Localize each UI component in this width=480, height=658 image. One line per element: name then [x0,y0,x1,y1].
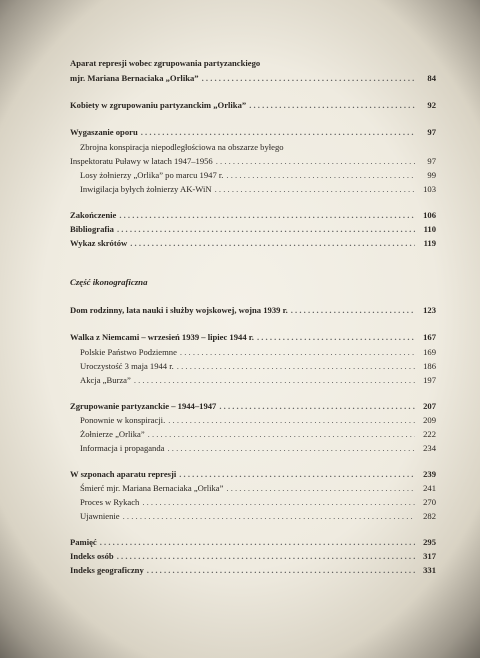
toc-page-number: 295 [423,537,436,547]
toc-entry-title: Indeks geograficzny [70,565,144,575]
dot-leader [226,481,415,495]
toc-subentry-title: Polskie Państwo Podziemne [80,347,177,357]
dot-leader [130,236,415,250]
toc-subentry [80,427,436,441]
dot-leader [141,125,415,139]
toc-page-number: 92 [427,100,436,110]
toc-subentry-title: Ujawnienie [80,511,120,521]
toc-entry [70,303,436,317]
toc-subentry [80,495,436,509]
toc-page-number: 97 [427,127,436,137]
toc-subentry [80,413,436,427]
dot-leader [147,563,415,577]
toc-entry [70,563,436,577]
toc-entry-title: Wygaszanie oporu [70,127,138,137]
toc-page-number: 119 [423,238,436,248]
toc-page-number: 331 [423,565,436,575]
toc-entry [70,330,436,344]
dot-leader [123,509,415,523]
toc-subentry [80,168,436,182]
toc-entry [70,535,436,549]
dot-leader [148,427,415,441]
toc-entry-title: W szponach aparatu represji [70,469,177,479]
toc-page-number: 123 [423,305,436,315]
dot-leader [168,413,415,427]
toc-subentry [80,345,436,359]
toc-subentry-title: Inspektoratu Puławy w latach 1947–1956 [70,156,213,166]
dot-leader [216,154,415,168]
toc-page-number: 106 [423,210,436,220]
section-heading: Część ikonograficzna [70,277,148,287]
dot-leader [215,182,415,196]
toc-entry-title: Aparat represji wobec zgrupowania partyzanckiego [70,58,261,68]
toc-entry [70,71,436,85]
toc-entry-title: Kobiety w zgrupowaniu partyzanckim „Orlika” [70,100,247,110]
toc-page-number: 169 [423,347,436,357]
toc-subentry-title: Zbrojna konspiracja niepodległościowa na obszarze byłego [80,142,284,152]
toc-entry-title: Pamięć [70,537,97,547]
toc-page-number: 317 [423,551,436,561]
toc-page-number: 110 [423,224,436,234]
toc-entry [70,236,436,250]
toc-subentry [70,154,436,168]
toc-page-number: 84 [427,73,436,83]
toc-subentry-title: Żołnierze „Orlika” [80,429,145,439]
toc-page-number: 270 [423,497,436,507]
toc-page-number: 222 [423,429,436,439]
toc-subentry-title: Uroczystość 3 maja 1944 r. [80,361,174,371]
toc-page-number: 282 [423,511,436,521]
dot-leader [226,168,415,182]
toc-entry-title: Wykaz skrótów [70,238,128,248]
toc-entry-title: mjr. Mariana Bernaciaka „Orlika” [70,73,199,83]
dot-leader [134,373,415,387]
toc-page-number: 99 [427,170,436,180]
toc-subentry [80,441,436,455]
toc-subentry-title: Informacja i propaganda [80,443,165,453]
toc-entry [70,98,436,112]
toc-page-number: 103 [423,184,436,194]
dot-leader [100,535,415,549]
toc-entry-title: Walka z Niemcami – wrzesień 1939 – lipiec 1944 r. [70,332,254,342]
toc-entry [70,125,436,139]
toc-entry [70,208,436,222]
toc-entry-title: Indeks osób [70,551,114,561]
toc-page-number: 209 [423,415,436,425]
toc-entry-title: Zgrupowanie partyzanckie – 1944–1947 [70,401,217,411]
toc-page-number: 186 [423,361,436,371]
toc-subentry-title: Proces w Rykach [80,497,140,507]
toc-page-number: 97 [427,156,436,166]
toc-subentry [80,509,436,523]
dot-leader [249,98,415,112]
toc-subentry-title: Inwigilacja byłych żołnierzy AK-WiN [80,184,212,194]
toc-entry [70,399,436,413]
toc-subentry [80,481,436,495]
dot-leader [202,71,415,85]
toc-page-number: 197 [423,375,436,385]
toc-entry-title: Zakończenie [70,210,117,220]
toc-page-number: 207 [423,401,436,411]
toc-page-number: 241 [423,483,436,493]
toc-page-number: 234 [423,443,436,453]
dot-leader [119,208,415,222]
toc-entry [70,222,436,236]
toc-page-number: 167 [423,332,436,342]
toc-subentry [80,359,436,373]
toc-subentry [80,182,436,196]
dot-leader [180,345,415,359]
dot-leader [117,222,415,236]
toc-entry-title: Dom rodzinny, lata nauki i służby wojskowej, wojna 1939 r. [70,305,288,315]
toc-subentry [80,373,436,387]
toc-subentry-title: Ponownie w konspiracji. [80,415,166,425]
dot-leader [219,399,415,413]
dot-leader [257,330,415,344]
dot-leader [167,441,415,455]
toc-entry [70,549,436,563]
dot-leader [291,303,415,317]
toc-entry-title: Bibliografia [70,224,114,234]
toc-subentry-title: Śmierć mjr. Mariana Bernaciaka „Orlika” [80,483,224,493]
dot-leader [179,467,415,481]
dot-leader [177,359,415,373]
dot-leader [142,495,415,509]
toc-entry [70,467,436,481]
toc-subentry-title: Akcja „Burza” [80,375,131,385]
toc-subentry-title: Losy żołnierzy „Orlika” po marcu 1947 r. [80,170,224,180]
dot-leader [117,549,415,563]
toc-page-number: 239 [423,469,436,479]
